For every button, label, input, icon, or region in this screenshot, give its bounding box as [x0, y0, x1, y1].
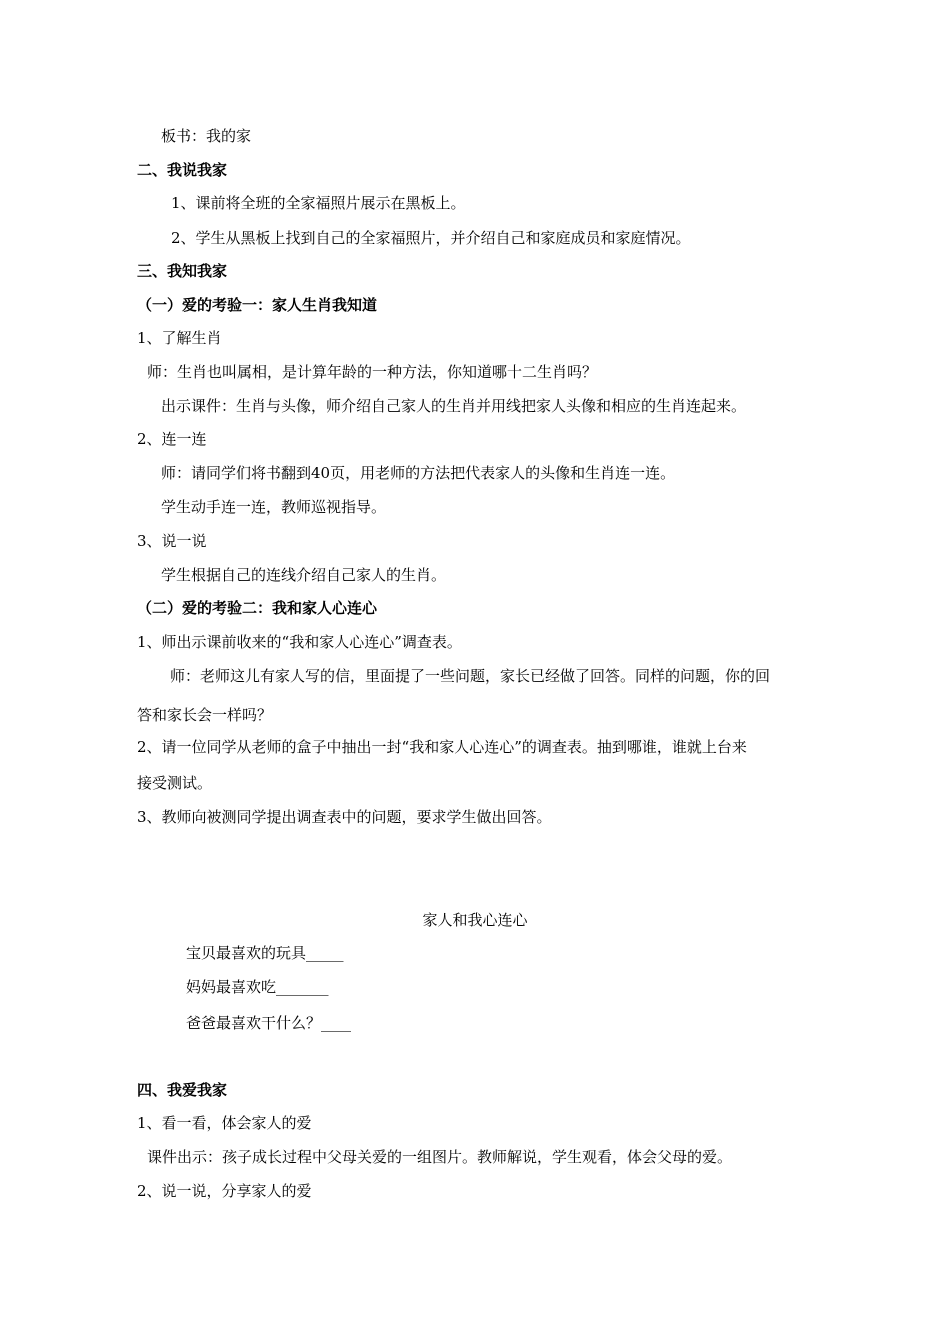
list-item: 2、请一位同学从老师的盒子中抽出一封“我和家人心连心”的调查表。抽到哪谁，谁就上台来: [137, 738, 747, 756]
section-heading-2: 二、我说我家: [137, 161, 228, 179]
subsection-heading-1: （一）爱的考验一：家人生肖我知道: [137, 296, 378, 314]
list-item: 3、教师向被测同学提出调查表中的问题，要求学生做出回答。: [137, 808, 552, 826]
survey-question: 妈妈最喜欢吃_______: [186, 978, 329, 996]
subsection-heading-2: （二）爱的考验二：我和家人心连心: [137, 599, 378, 617]
paragraph-line: 答和家长会一样吗？: [137, 706, 273, 724]
survey-question: 爸爸最喜欢干什么？____: [186, 1014, 352, 1032]
list-item: 2、连一连: [137, 430, 207, 448]
paragraph-line: 师：请同学们将书翻到40页，用老师的方法把代表家人的头像和生肖连一连。: [161, 464, 676, 482]
survey-question: 宝贝最喜欢的玩具_____: [186, 944, 344, 962]
list-item: 3、说一说: [137, 532, 207, 550]
list-item: 1、看一看，体会家人的爱: [137, 1114, 312, 1132]
paragraph-line: 2、学生从黑板上找到自己的全家福照片，并介绍自己和家庭成员和家庭情况。: [171, 229, 691, 247]
section-heading-3: 三、我知我家: [137, 262, 228, 280]
list-item: 2、说一说，分享家人的爱: [137, 1182, 312, 1200]
list-item: 1、师出示课前收来的“我和家人心连心”调查表。: [137, 633, 462, 651]
list-item: 1、了解生肖: [137, 329, 222, 347]
paragraph-line: 学生动手连一连，教师巡视指导。: [161, 498, 387, 516]
board-writing-line: 板书：我的家: [161, 127, 252, 145]
survey-title: 家人和我心连心: [422, 911, 528, 929]
paragraph-line: 出示课件：生肖与头像，师介绍自己家人的生肖并用线把家人头像和相应的生肖连起来。: [161, 397, 747, 415]
paragraph-line: 课件出示：孩子成长过程中父母关爱的一组图片。教师解说，学生观看，体会父母的爱。: [147, 1148, 733, 1166]
paragraph-line: 学生根据自己的连线介绍自己家人的生肖。: [161, 566, 447, 584]
paragraph-line: 师：生肖也叫属相，是计算年龄的一种方法，你知道哪十二生肖吗？: [147, 363, 598, 381]
paragraph-line: 接受测试。: [137, 774, 213, 792]
paragraph-line: 师：老师这儿有家人写的信，里面提了一些问题，家长已经做了回答。同样的问题，你的回: [170, 667, 771, 685]
paragraph-line: 1、课前将全班的全家福照片展示在黑板上。: [171, 194, 466, 212]
section-heading-4: 四、我爱我家: [137, 1081, 228, 1099]
